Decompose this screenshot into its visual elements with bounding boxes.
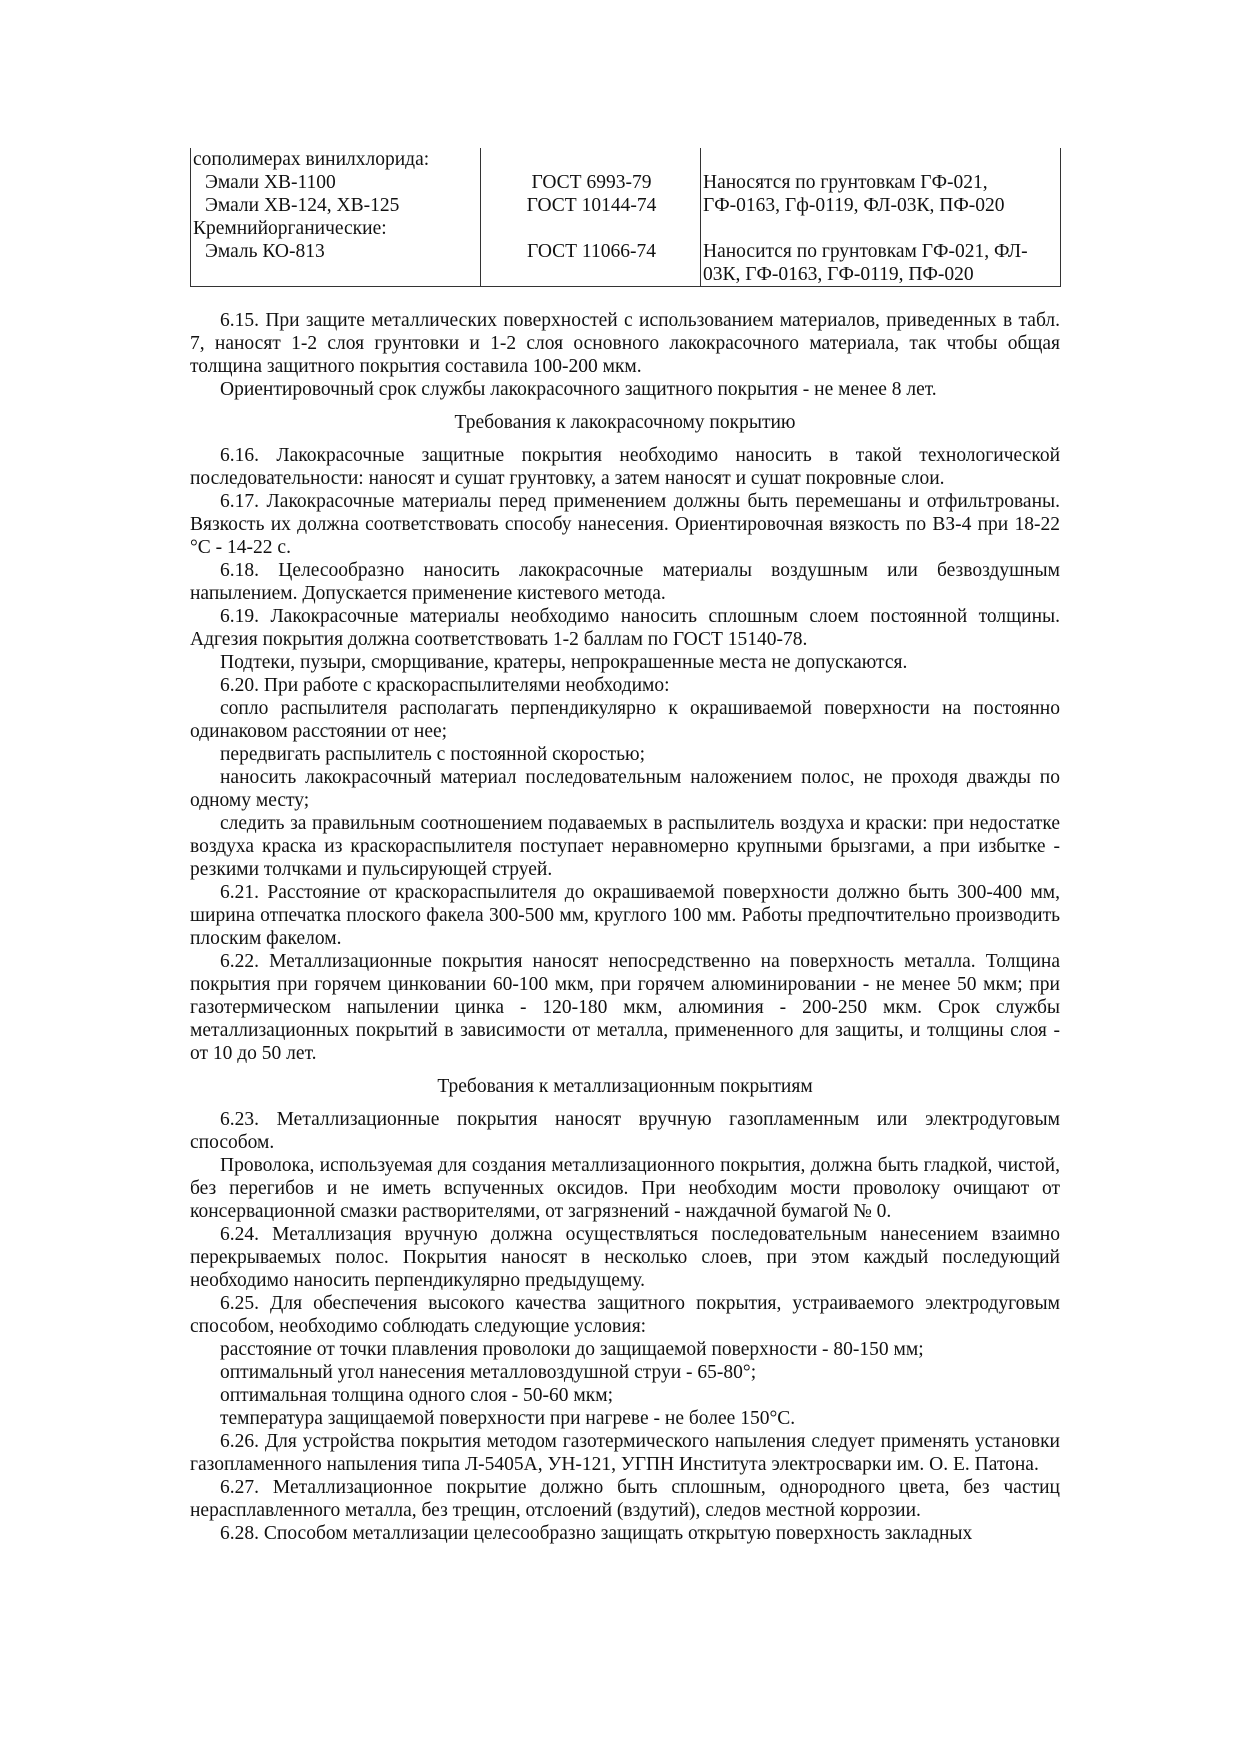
table-cell-line — [703, 148, 1060, 171]
table-cell-line: 03К, ГФ-0163, ГФ-0119, ПФ-020 — [703, 264, 974, 285]
paragraph: оптимальная толщина одного слоя - 50-60 мкм; — [220, 1385, 613, 1406]
paragraph: Проволока, используемая для создания металлизационного покрытия, должна быть гладкой, чистой, без перегибов и не иметь вспученных оксидов. При необходим мости проволоку очищают от консервационной смазки растворителями, от загрязнений - наждачной бумагой № 0. — [190, 1155, 1060, 1222]
table-cell-line — [483, 148, 700, 171]
paragraph: 6.21. Расстояние от краскораспылителя до окрашиваемой поверхности должно быть 300-400 мм, ширина отпечатка плоского факела 300-500 мм, круглого 100 мм. Работы предпочтительно производить плоским факелом. — [190, 882, 1060, 949]
table-cell-line: Эмали ХВ-1100 — [205, 172, 336, 193]
paragraph: Подтеки, пузыри, сморщивание, кратеры, непрокрашенные места не допускаются. — [220, 652, 908, 673]
table-cell-line — [483, 217, 700, 240]
section-heading-paint-coating: Требования к лакокрасочному покрытию — [454, 412, 796, 433]
paragraph: 6.18. Целесообразно наносить лакокрасочные материалы воздушным или безвоздушным напылением. Допускается применение кистевого метода. — [190, 560, 1060, 604]
paragraph: 6.20. При работе с краскораспылителями необходимо: — [220, 675, 670, 696]
paragraph: 6.25. Для обеспечения высокого качества защитного покрытия, устраиваемого электродуговым способом, необходимо соблюдать следующие условия: — [190, 1293, 1060, 1337]
table-cell-line — [703, 217, 1060, 240]
table-cell-line: Наносится по грунтовкам ГФ-021, ФЛ- — [703, 241, 1028, 262]
document-page — [190, 148, 1060, 1545]
table-cell-line: Наносятся по грунтовкам ГФ-021, — [703, 172, 988, 193]
paragraph: 6.27. Металлизационное покрытие должно быть сплошным, однородного цвета, без частиц нерасплавленного металла, без трещин, отслоений (вздутий), следов местной коррозии. — [190, 1477, 1060, 1521]
section-heading-metallization: Требования к металлизационным покрытиям — [437, 1076, 813, 1097]
paragraph: Ориентировочный срок службы лакокрасочного защитного покрытия - не менее 8 лет. — [220, 379, 937, 400]
table-cell-line: Эмали ХВ-124, ХВ-125 — [205, 195, 400, 216]
table-cell-line: Эмаль КО-813 — [205, 241, 325, 262]
materials-table — [190, 148, 1061, 287]
material-column — [191, 148, 481, 287]
section-paragraphs-2 — [190, 444, 1060, 1065]
paragraph: 6.26. Для устройства покрытия методом газотермического напыления следует применять установки газопламенного напыления типа Л-5405А, УН-121, УГПН Института электросварки им. О. Е. Патона. — [190, 1431, 1060, 1475]
paragraph: 6.24. Металлизация вручную должна осуществляться последовательным нанесением взаимно перекрываемых полос. Покрытия наносят в несколько слоев, при этом каждый последующий необходимо наносить перпендикулярно предыдущему. — [190, 1224, 1060, 1291]
paragraph: наносить лакокрасочный материал последовательным наложением полос, не проходя дважды по одному месту; — [190, 767, 1060, 811]
paragraph: оптимальный угол нанесения металловоздушной струи - 65-80°; — [220, 1362, 757, 1383]
section-paragraphs-3 — [190, 1108, 1060, 1545]
notes-column — [701, 148, 1061, 287]
paragraph: 6.23. Металлизационные покрытия наносят вручную газопламенным или электродуговым способом. — [190, 1109, 1060, 1153]
paragraph: передвигать распылитель с постоянной скоростью; — [220, 744, 646, 765]
table-cell-line: ГОСТ 10144-74 — [526, 195, 657, 216]
table-cell-line: ГОСТ 6993-79 — [531, 172, 652, 193]
paragraph: следить за правильным соотношением подаваемых в распылитель воздуха и краски: при недостатке воздуха краска из краскораспылителя поступает неравномерно крупными брызгами, а при избытке - резкими толчками и пульсирующей струей. — [190, 813, 1060, 880]
paragraph: 6.28. Способом металлизации целесообразно защищать открытую поверхность закладных — [220, 1523, 973, 1544]
paragraph: сопло распылителя располагать перпендикулярно к окрашиваемой поверхности на постоянно одинаковом расстоянии от нее; — [190, 698, 1060, 742]
paragraph: 6.17. Лакокрасочные материалы перед применением должны быть перемешаны и отфильтрованы. Вязкость их должна соответствовать способу нанесения. Ориентировочная вязкость по ВЗ-4 при 18-22 °С - 14-22 с. — [190, 491, 1060, 558]
standard-column — [481, 148, 701, 287]
paragraph: 6.19. Лакокрасочные материалы необходимо наносить сплошным слоем постоянной толщины. Адгезия покрытия должна соответствовать 1-2 баллам по ГОСТ 15140-78. — [190, 606, 1060, 650]
table-row — [191, 148, 1061, 287]
table-cell-line: ГОСТ 11066-74 — [527, 241, 656, 262]
table-cell-line: ГФ-0163, Гф-0119, ФЛ-03К, ПФ-020 — [703, 195, 1005, 216]
paragraph: 6.15. При защите металлических поверхностей с использованием материалов, приведенных в табл. 7, наносят 1-2 слоя грунтовки и 1-2 слоя основного лакокрасочного материала, так чтобы общая толщина защитного покрытия составила 100-200 мкм. — [190, 310, 1060, 377]
paragraph: 6.16. Лакокрасочные защитные покрытия необходимо наносить в такой технологической последовательности: наносят и сушат грунтовку, а затем наносят и сушат покровные слои. — [190, 445, 1060, 489]
table-cell-line: сополимерах винилхлорида: — [193, 149, 430, 170]
section-paragraphs-1 — [190, 309, 1060, 401]
paragraph: температура защищаемой поверхности при нагреве - не более 150°С. — [220, 1408, 796, 1429]
paragraph: расстояние от точки плавления проволоки до защищаемой поверхности - 80-150 мм; — [220, 1339, 924, 1360]
paragraph: 6.22. Металлизационные покрытия наносят непосредственно на поверхность металла. Толщина покрытия при горячем цинковании 60-100 мкм, при горячем алюминировании - не менее 50 мкм; при газотермическом напылении цинка - 120-180 мкм, алюминия - 200-250 мкм. Срок службы металлизационных покрытий в зависимости от металла, примененного для защиты, и толщины слоя - от 10 до 50 лет. — [190, 951, 1060, 1064]
table-cell-line: Кремнийорганические: — [193, 218, 387, 239]
